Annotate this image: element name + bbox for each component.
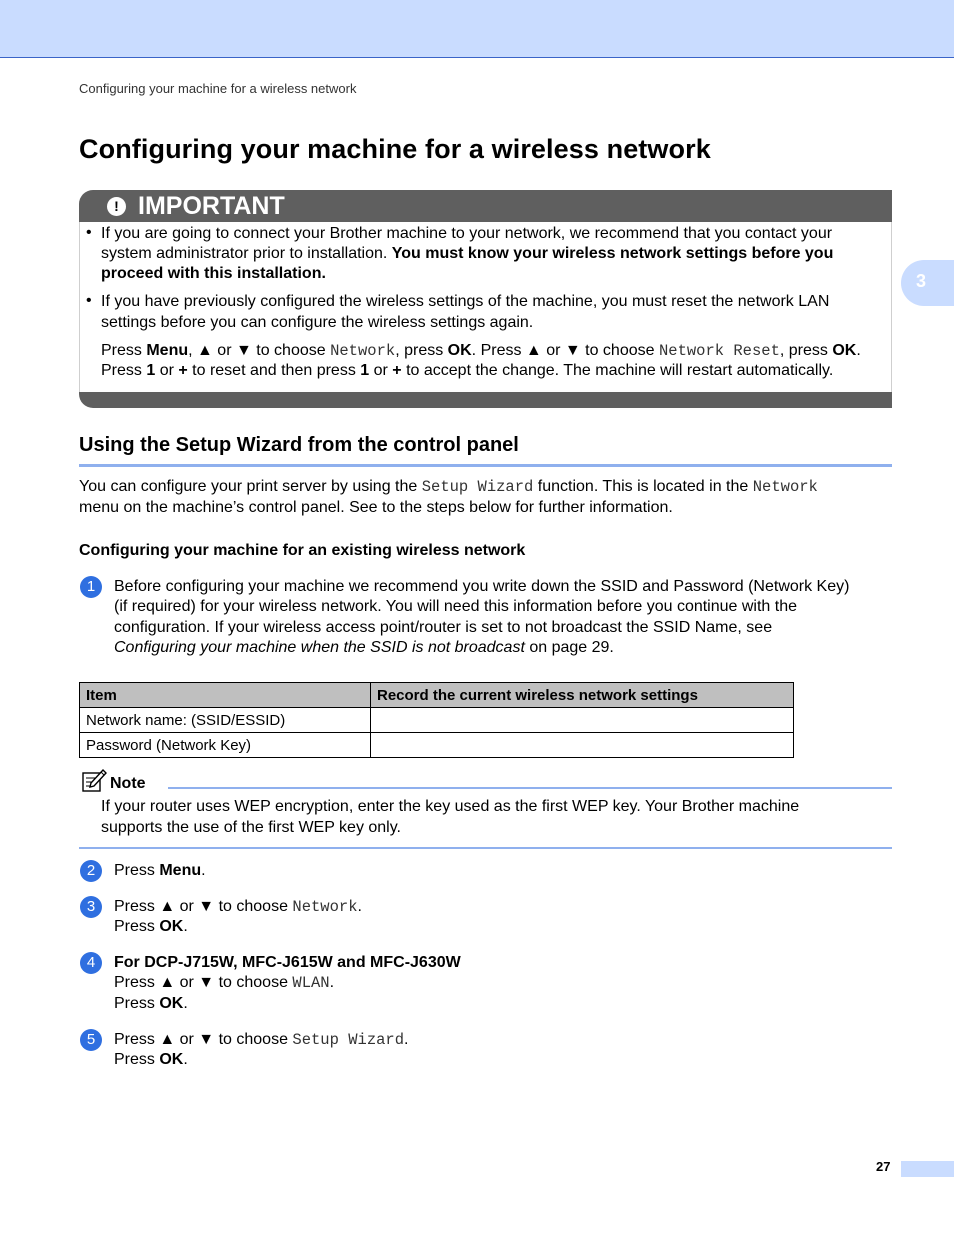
important-footer [79,392,892,408]
note-line-1: If your router uses WEP encryption, enter the key used as the first WEP key. Your Brother machine [101,798,800,815]
table-cell: Network name: (SSID/ESSID) [80,708,371,733]
step-5-line-2: Press OK. [114,1051,188,1068]
bullet: • [86,292,92,309]
step-1-line-3: configuration. If your wireless access point/router is set to not broadcast the SSID Name, see [114,619,773,636]
page-number: 27 [876,1159,891,1174]
step-1-number: 1 [80,576,102,598]
step-3-line-1: Press ▲ or ▼ to choose Network. [114,898,362,916]
page-title: Configuring your machine for a wireless network [79,134,711,164]
subsection-heading: Configuring your machine for an existing wireless network [79,542,526,559]
important-bullet-1-line-2: system administrator prior to installation. You must know your wireless network settings before you [101,245,834,262]
step-1-line-2: (if required) for your wireless network. You will need this information before you continue with the [114,598,798,615]
important-bullet-1-line-3: proceed with this installation. [101,265,326,282]
important-bullet-2-line-2: settings before you can configure the wireless settings again. [101,314,534,331]
step-5-line-1: Press ▲ or ▼ to choose Setup Wizard. [114,1031,409,1049]
table-header-item: Item [80,683,371,708]
note-line-2: supports the use of the first WEP key only. [101,819,401,836]
step-4-line-2: Press OK. [114,995,188,1012]
section-heading: Using the Setup Wizard from the control panel [79,434,519,456]
note-label: Note [110,775,146,792]
settings-table [79,682,794,758]
section-intro-line-2: menu on the machine’s control panel. See to the steps below for further information. [79,499,673,516]
exclamation-icon: ! [107,197,126,216]
table-cell [371,733,794,758]
important-bullet-2-line-1: If you have previously configured the wireless settings of the machine, you must reset the network LAN [101,293,830,310]
step-1-line-4: Configuring your machine when the SSID is not broadcast on page 29. [114,639,614,656]
bullet: • [86,224,92,241]
step-2-number: 2 [80,860,102,882]
running-head: Configuring your machine for a wireless network [79,81,357,96]
table-cell: Password (Network Key) [80,733,371,758]
step-3-number: 3 [80,896,102,918]
chapter-number: 3 [916,271,927,291]
step-4-line-1: Press ▲ or ▼ to choose WLAN. [114,974,335,992]
chapter-tab [901,260,954,306]
section-rule [79,464,892,467]
important-bullet-2-line-4: Press 1 or + to reset and then press 1 or + to accept the change. The machine will restart automatically. [101,362,834,379]
table-header-record: Record the current wireless network settings [371,683,794,708]
section-intro-line-1: You can configure your print server by using the Setup Wizard function. This is located in the Network [79,478,818,496]
important-label: IMPORTANT [138,192,285,220]
table-row [80,733,794,758]
note-rule-bottom [79,847,892,849]
step-3-line-2: Press OK. [114,918,188,935]
important-bullet-2-line-3: Press Menu, ▲ or ▼ to choose Network, press OK. Press ▲ or ▼ to choose Network Reset, press OK. [101,342,861,360]
important-header [79,190,892,222]
step-5-number: 5 [80,1029,102,1051]
step-4-heading: For DCP-J715W, MFC-J615W and MFC-J630W [114,954,461,971]
note-pencil-icon [81,768,107,794]
note-rule-top [168,787,892,789]
table-header-row [80,683,794,708]
step-4-number: 4 [80,952,102,974]
page-tab [901,1161,954,1177]
important-bullet-1-line-1: If you are going to connect your Brother machine to your network, we recommend that you contact your [101,225,833,242]
step-2-line-1: Press Menu. [114,862,206,879]
step-1-line-1: Before configuring your machine we recommend you write down the SSID and Password (Network Key) [114,578,850,595]
header-band [0,0,954,58]
table-row [80,708,794,733]
table-cell [371,708,794,733]
